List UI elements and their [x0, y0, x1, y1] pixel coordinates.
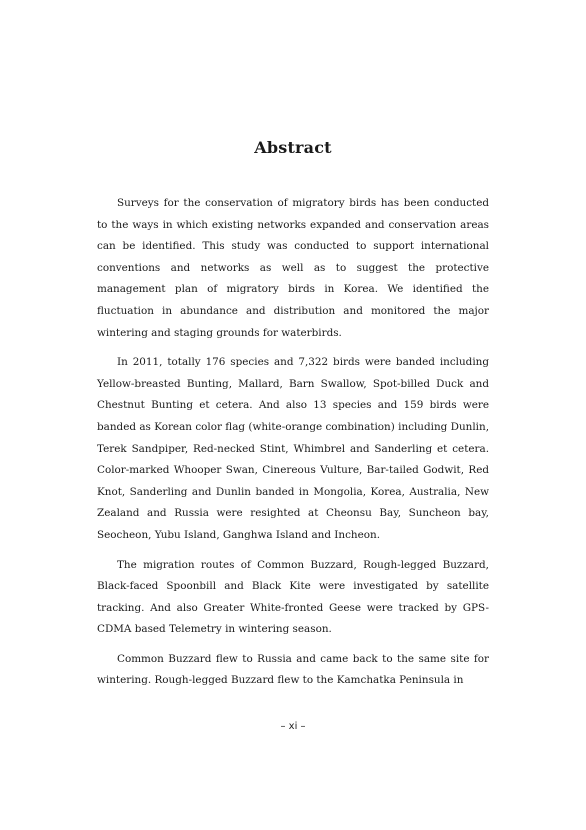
paragraph-1: Surveys for the conservation of migratory birds has been conducted to the ways in which existing networks expanded and conservation areas can be identified. This study was conducted to support international conventions and networks as well as to suggest the protective management plan of migratory birds in Korea. We identified the fluctuation in abundance and distribution and monitored the major wintering and staging grounds for waterbirds.	[97, 197, 489, 339]
abstract-body	[97, 193, 489, 700]
paragraph-3: The migration routes of Common Buzzard, Rough-legged Buzzard, Black-faced Spoonbill and Black Kite were investigated by satellite tracking. And also Greater White-fronted Geese were tracked by GPS-CDMA based Telemetry in wintering season.	[97, 558, 489, 636]
page-number: – xi –	[280, 721, 306, 732]
paragraph-4: Common Buzzard flew to Russia and came back to the same site for wintering. Rough-legged Buzzard flew to the Kamchatka Peninsula in	[97, 652, 489, 687]
paragraph-2: In 2011, totally 176 species and 7,322 birds were banded including Yellow-breasted Bunting, Mallard, Barn Swallow, Spot-billed Duck and Chestnut Bunting et cetera. And also 13 species and 159 birds were banded as Korean color flag (white-orange combination) including Dunlin, Terek Sandpiper, Red-necked Stint, Whimbrel and Sanderling et cetera. Color-marked Whooper Swan, Cinereous Vulture, Bar-tailed Godwit, Red Knot, Sanderling and Dunlin banded in Mongolia, Korea, Australia, New Zealand and Russia were resighted at Cheonsu Bay, Suncheon bay, Seocheon, Yubu Island, Ganghwa Island and Incheon.	[97, 356, 489, 541]
page-title: Abstract	[254, 138, 332, 157]
